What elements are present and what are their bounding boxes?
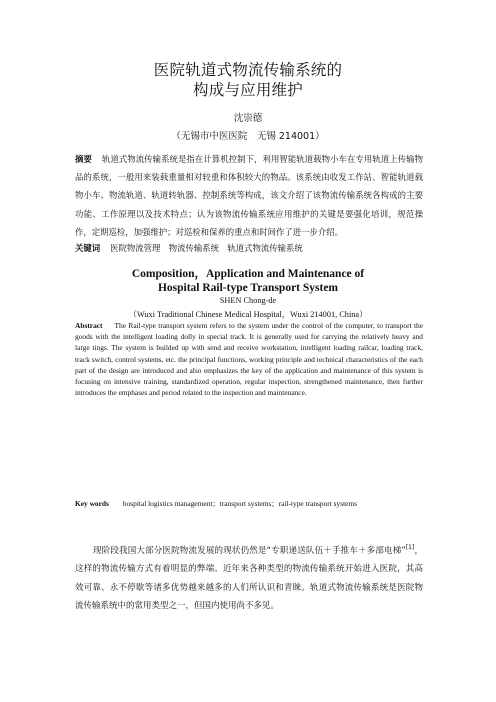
en-title-line2: Hospital Rail-type Transport System (157, 282, 339, 294)
en-keywords (75, 498, 423, 509)
en-abstract (75, 320, 423, 398)
body-text-part1: 现阶段我国大部分医院物流发展的现状仍然是“专职递送队伍＋手推车＋多部电梯” (93, 546, 406, 556)
citation-ref: [1] (405, 544, 415, 552)
cn-author: 沈崇德 (233, 113, 263, 124)
cn-title-line2: 构成与应用维护 (193, 81, 303, 99)
cn-keywords-label: 关键词 (75, 243, 101, 253)
body-text-part2: ，这样的物流传输方式有着明显的弊端。近年来各种类型的物流传输系统开始进入医院，其高效可靠、永不停歇等诸多优势越来越多的人们所认识和青睐。轨道式物流传输系统是医院物流传输系统中的常用类型之一，但国内使用尚不多见。 (75, 546, 423, 612)
en-author: SHEN Chong-de (219, 296, 277, 305)
cn-title-line1: 医院轨道式物流传输系统的 (153, 61, 343, 79)
en-keywords-label: Key words (75, 499, 109, 508)
en-abstract-label: Abstract (75, 321, 103, 330)
cn-abstract-label: 摘要 (75, 154, 92, 164)
en-abstract-text: The Rail-type transport system refers to the system under the control of the computer, to transport the goods with the intelligent loading dolly in special track. It is generally used for carrying the relatively heavy and large tings. The system is builded up with send and receive workstation, intelligent loading railcar, loading track, track switch, control systems, etc. the principal functions, working principle and technical characteristics of the each part of the design are introduced and also emphasizes the key of the application and maintenance of this system is focusing on intensive training, standardized operation, regular inspection, strengthened maintenance, then further introduces the emphases and period related to the inspection and maintenance. (75, 321, 423, 398)
cn-abstract-text: 轨道式物流传输系统是指在计算机控制下，利用智能轨道载物小车在专用轨道上传输物品的系统，一般用来装载重量相对较重和体积较大的物品。该系统由收发工作站、智能轨道载物小车、物流轨道、轨道转轨器、控制系统等构成，该文介绍了该物流传输系统各构成的主要功能、工作原理以及技术特点；认为该物流传输系统应用维护的关键是要强化培训，规范操作，定期巡检，加强维护；对巡检和保养的重点和时间作了进一步介绍。 (75, 154, 423, 237)
en-keywords-text: hospital logistics management；transport systems；rail-type transport systems (122, 499, 358, 508)
en-title-line1: Composition，Application and Maintenance of (131, 268, 365, 280)
cn-keywords (75, 242, 423, 254)
en-affiliation: （Wuxi Traditional Chinese Medical Hospital，Wuxi 214001, China） (128, 310, 368, 319)
cn-keywords-text: 医院物流管理 物流传输系统 轨道式物流传输系统 (110, 243, 303, 253)
body-paragraph (75, 542, 423, 616)
cn-affiliation: （无锡市中医医院 无锡 214001） (171, 131, 325, 142)
cn-abstract (75, 150, 423, 241)
